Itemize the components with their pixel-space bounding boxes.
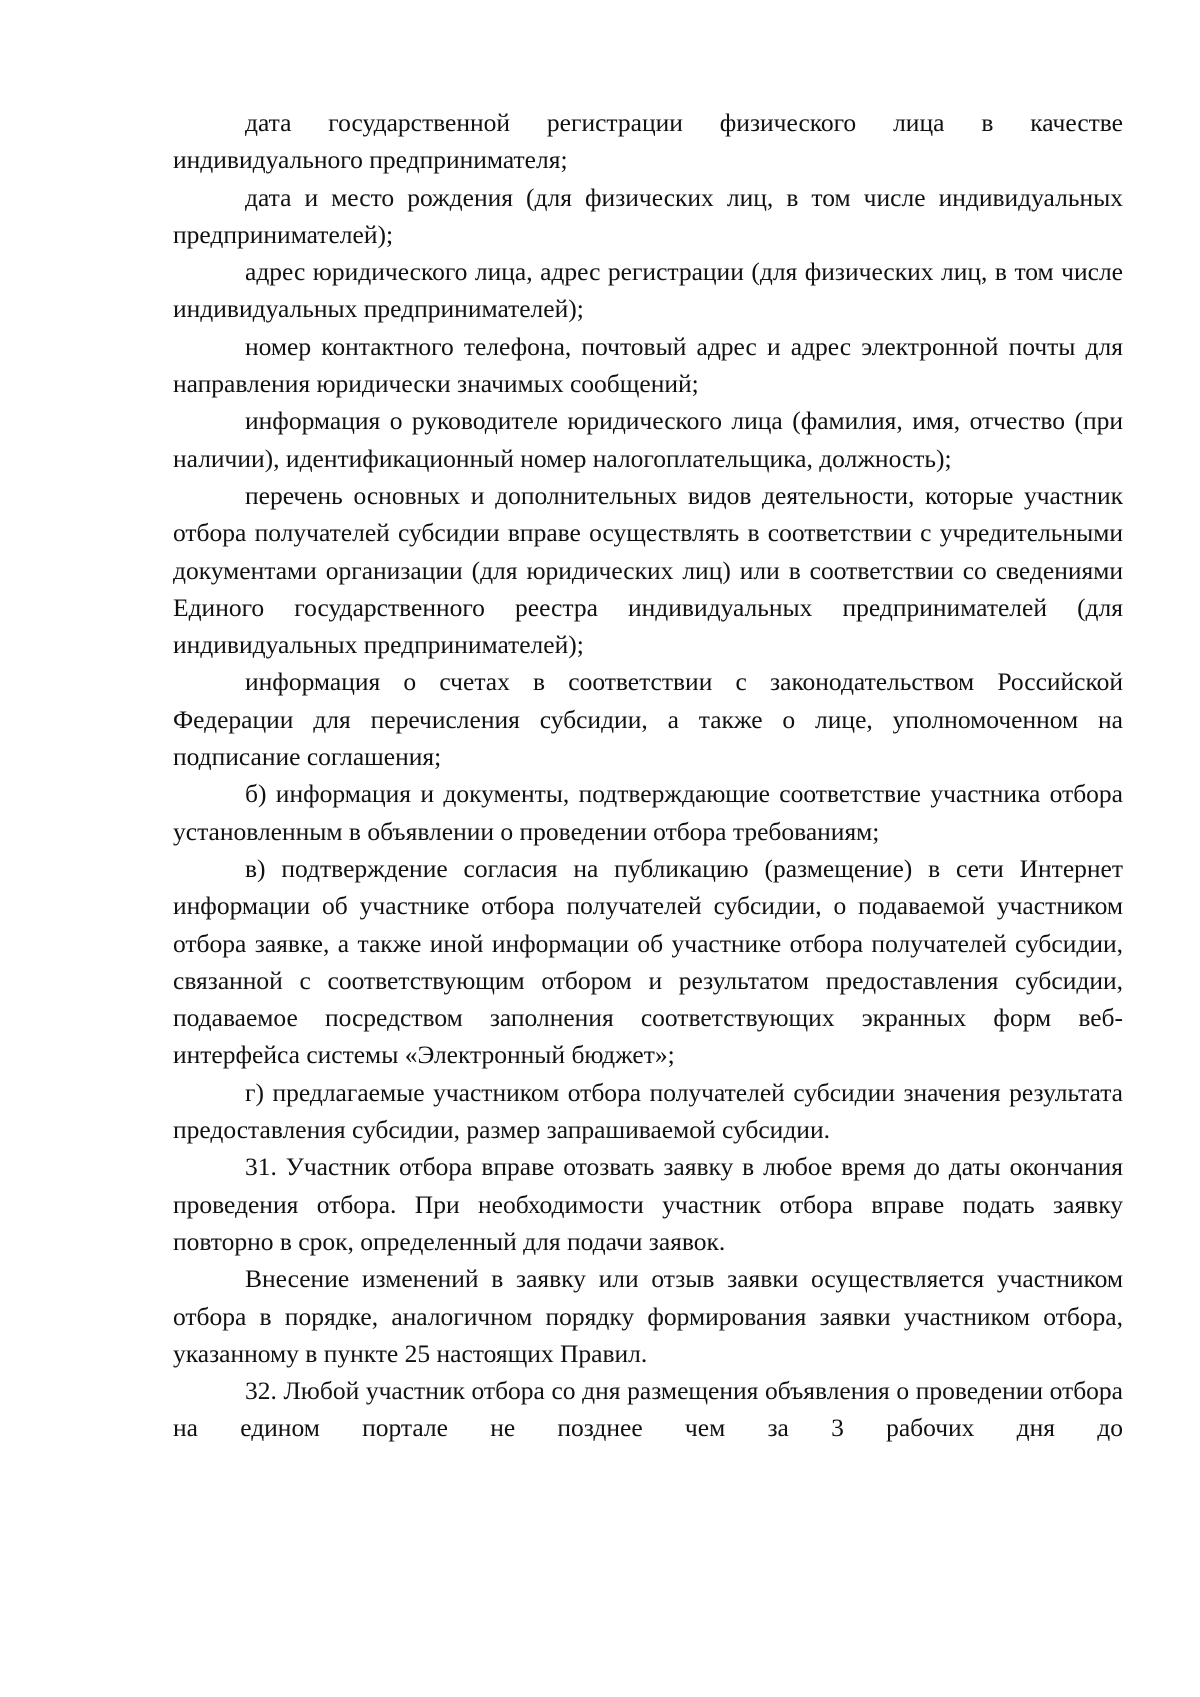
paragraph-clause-31: 31. Участник отбора вправе отозвать заявку в любое время до даты окончания проведения отбора. При необходимости участник отбора вправе подать заявку повторно в срок, определенный для подачи заявок. [173,1152,1123,1256]
paragraph-item-v: в) подтверждение согласия на публикацию (размещение) в сети Интернет информации об участнике отбора получателей субсидии, о подаваемой участником отбора заявке, а также иной информации об участнике отбора получателей субсидии, связанной с соответствующим отбором и результатом предоставления субсидии, подаваемое посредством заполнения соответствующих экранных форм веб-интерфейса системы «Электронный бюджет»; [173,853,1123,1070]
paragraph-registration-date: дата государственной регистрации физического лица в качестве индивидуального предпринимателя; [173,108,1123,175]
paragraph-address: адрес юридического лица, адрес регистрации (для физических лиц, в том числе индивидуальных предпринимателей); [173,257,1123,324]
document-page [173,104,1123,1447]
paragraph-amendments: Внесение изменений в заявку или отзыв заявки осуществляется участником отбора в порядке, аналогичном порядку формирования заявки участником отбора, указанному в пункте 25 настоящих Правил. [173,1264,1123,1368]
paragraph-head-info: информация о руководителе юридического лица (фамилия, имя, отчество (при наличии), идентификационный номер налогоплательщика, должность); [173,406,1123,473]
paragraph-accounts: информация о счетах в соответствии с законодательством Российской Федерации для перечисления субсидии, а также о лице, уполномоченном на подписание соглашения; [173,667,1123,772]
paragraph-activities: перечень основных и дополнительных видов деятельности, которые участник отбора получателей субсидии вправе осуществлять в соответствии с учредительными документами организации (для юридических лиц) или в соответствии со сведениями Единого государственного реестра индивидуальных предпринимателей (для индивидуальных предпринимателей); [173,480,1123,660]
paragraph-birth-date-place: дата и место рождения (для физических лиц, в том числе индивидуальных предпринимателей); [173,182,1123,249]
paragraph-item-g: г) предлагаемые участником отбора получателей субсидии значения результата предоставления субсидии, размер запрашиваемой субсидии. [173,1077,1123,1145]
paragraph-clause-32: 32. Любой участник отбора со дня размещения объявления о проведении отбора на едином портале не позднее чем за 3 рабочих дня до [173,1376,1123,1443]
paragraph-contacts: номер контактного телефона, почтовый адрес и адрес электронной почты для направления юридически значимых сообщений; [173,331,1123,399]
paragraph-item-b: б) информация и документы, подтверждающие соответствие участника отбора установленным в объявлении о проведении отбора требованиям; [173,779,1123,846]
